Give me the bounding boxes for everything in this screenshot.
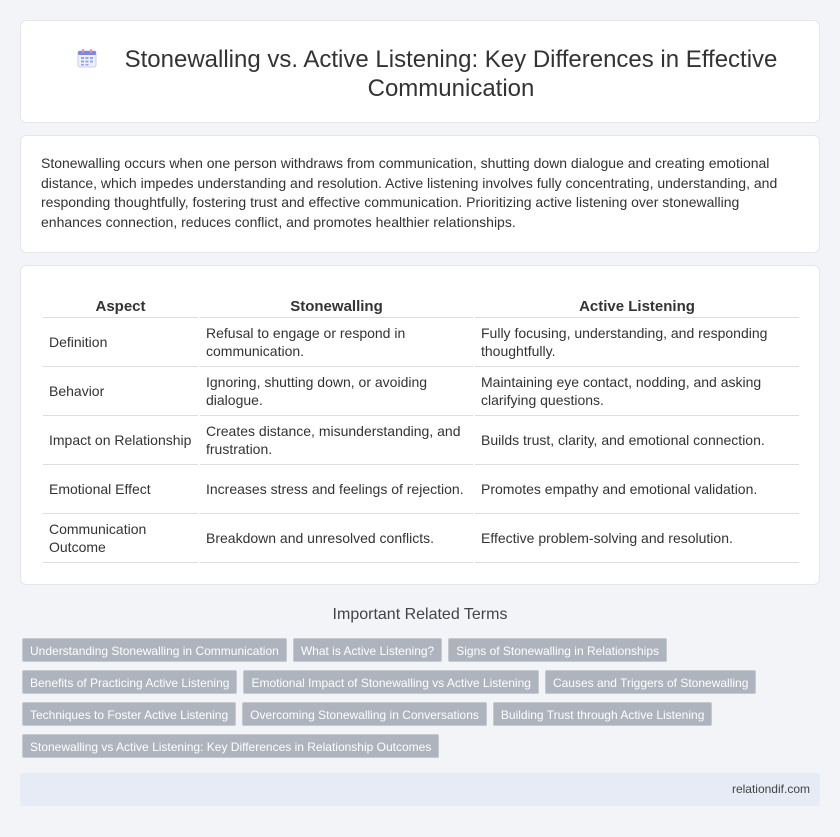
header-stonewalling: Stonewalling xyxy=(200,296,473,318)
page-title: Stonewalling vs. Active Listening: Key Differences in Effective Communication xyxy=(124,46,778,102)
related-term-tag[interactable]: Techniques to Foster Active Listening xyxy=(22,702,236,726)
header-aspect: Aspect xyxy=(43,296,198,318)
related-terms-title: Important Related Terms xyxy=(332,606,508,623)
footer-site-link[interactable]: relationdif.com xyxy=(731,782,810,796)
row-stonewalling: Refusal to engage or respond in communication. xyxy=(200,318,473,367)
header-active-listening: Active Listening xyxy=(475,296,799,318)
footer xyxy=(20,773,820,806)
table-row xyxy=(43,514,799,563)
row-aspect: Emotional Effect xyxy=(43,465,198,514)
header-card xyxy=(20,20,820,123)
related-term-tag[interactable]: What is Active Listening? xyxy=(293,638,442,662)
row-stonewalling: Ignoring, shutting down, or avoiding dialogue. xyxy=(200,367,473,416)
row-stonewalling: Increases stress and feelings of rejection. xyxy=(200,465,473,514)
table-header-row xyxy=(43,296,799,318)
table-row xyxy=(43,318,799,367)
related-term-tag[interactable]: Stonewalling vs Active Listening: Key Differences in Relationship Outcomes xyxy=(22,734,439,758)
table-row xyxy=(43,367,799,416)
related-term-tag[interactable]: Causes and Triggers of Stonewalling xyxy=(545,670,756,694)
intro-paragraph: Stonewalling occurs when one person withdraws from communication, shutting down dialogue and creating emotional distance, which impedes understanding and resolution. Active listening involves fully concentrating, understanding, and responding thoughtfully, fostering trust and effective communication. Prioritizing active listening over stonewalling enhances connection, reduces conflict, and promotes healthier relationships. xyxy=(41,155,778,230)
row-stonewalling: Breakdown and unresolved conflicts. xyxy=(200,514,473,563)
table-row xyxy=(43,416,799,465)
row-active-listening: Effective problem-solving and resolution. xyxy=(475,514,799,563)
row-active-listening: Fully focusing, understanding, and responding thoughtfully. xyxy=(475,318,799,367)
related-term-tag[interactable]: Signs of Stonewalling in Relationships xyxy=(448,638,667,662)
related-term-tag[interactable]: Emotional Impact of Stonewalling vs Active Listening xyxy=(243,670,538,694)
row-active-listening: Builds trust, clarity, and emotional connection. xyxy=(475,416,799,465)
row-aspect: Behavior xyxy=(43,367,198,416)
comparison-card xyxy=(20,265,820,585)
related-term-tag[interactable]: Benefits of Practicing Active Listening xyxy=(22,670,237,694)
intro-card xyxy=(20,135,820,253)
row-aspect: Communication Outcome xyxy=(43,514,198,563)
related-term-tag[interactable]: Building Trust through Active Listening xyxy=(493,702,712,726)
related-term-tag[interactable]: Overcoming Stonewalling in Conversations xyxy=(242,702,487,726)
row-aspect: Impact on Relationship xyxy=(43,416,198,465)
row-active-listening: Promotes empathy and emotional validation. xyxy=(475,465,799,514)
table-row xyxy=(43,465,799,514)
related-terms-list xyxy=(22,638,822,758)
row-aspect: Definition xyxy=(43,318,198,367)
calendar-icon xyxy=(77,48,97,68)
row-stonewalling: Creates distance, misunderstanding, and frustration. xyxy=(200,416,473,465)
comparison-table xyxy=(41,296,801,563)
related-term-tag[interactable]: Understanding Stonewalling in Communication xyxy=(22,638,287,662)
row-active-listening: Maintaining eye contact, nodding, and asking clarifying questions. xyxy=(475,367,799,416)
